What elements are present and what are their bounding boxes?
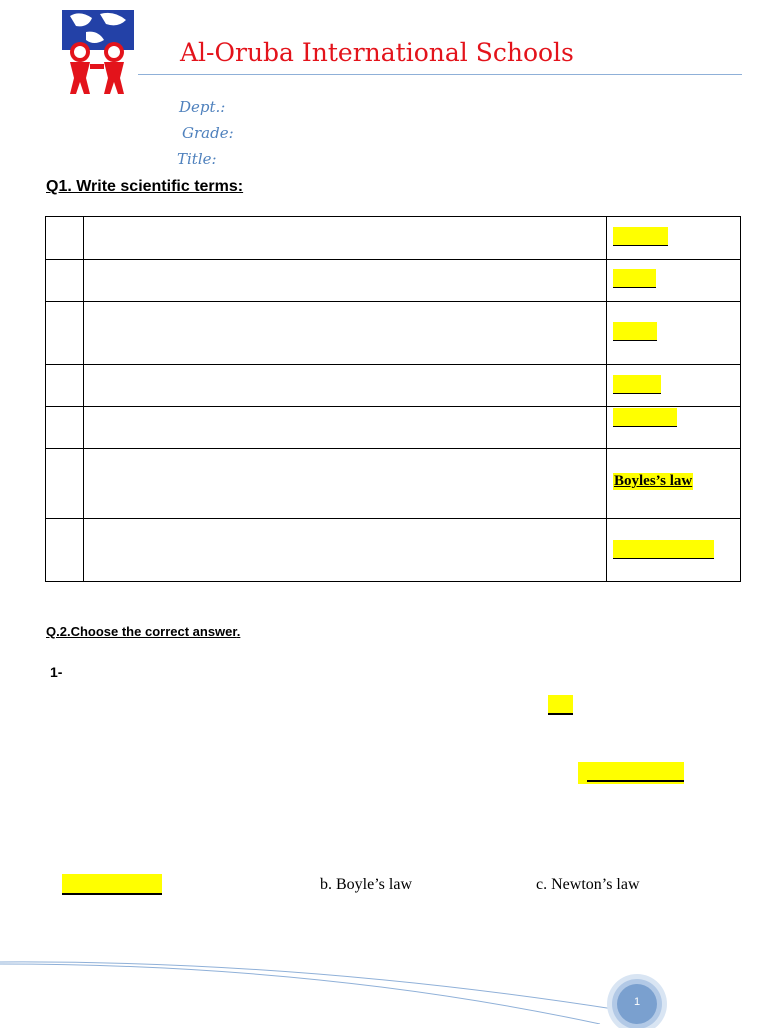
table-row <box>46 449 741 519</box>
answer-highlight <box>613 408 677 427</box>
table-row <box>46 260 741 302</box>
q2-title-text: Q.2.Choose the correct answer <box>46 624 237 639</box>
q2-title <box>46 624 240 639</box>
title-label: Title: <box>177 150 217 168</box>
number-cell <box>46 449 84 519</box>
question-item-number: 1- <box>50 664 63 680</box>
header-divider <box>138 74 742 75</box>
scientific-terms-table <box>45 216 741 582</box>
number-cell <box>46 519 84 582</box>
answer-highlight <box>548 695 573 715</box>
answer-cell <box>607 407 741 449</box>
answer-cell <box>607 365 741 407</box>
table-row <box>46 302 741 365</box>
definition-cell <box>84 217 607 260</box>
answer-cell <box>607 217 741 260</box>
grade-label: Grade: <box>182 124 234 142</box>
q1-title: Q1. Write scientific terms: <box>46 178 244 195</box>
answer-underline <box>548 713 573 715</box>
definition-cell <box>84 260 607 302</box>
answer-cell <box>607 519 741 582</box>
definition-cell <box>84 302 607 365</box>
dept-label: Dept.: <box>179 98 226 116</box>
boyles-law-answer: Boyles’s law <box>614 473 693 489</box>
number-cell <box>46 217 84 260</box>
definition-cell <box>84 449 607 519</box>
number-cell <box>46 365 84 407</box>
answer-highlight <box>613 269 656 288</box>
definition-cell <box>84 365 607 407</box>
answer-highlight <box>613 375 661 394</box>
definition-cell <box>84 407 607 449</box>
choice-a-underline <box>62 893 162 895</box>
answer-highlight <box>613 322 657 341</box>
answer-cell <box>607 449 741 519</box>
choice-b: b. Boyle’s law <box>320 876 412 893</box>
answer-highlight <box>613 227 668 246</box>
page-number: 1 <box>633 996 641 1008</box>
answer-cell <box>607 260 741 302</box>
definition-cell <box>84 519 607 582</box>
table-row <box>46 407 741 449</box>
answer-highlight <box>613 540 714 559</box>
number-cell <box>46 407 84 449</box>
choice-a-highlight <box>62 874 162 894</box>
school-name: Al-Oruba International Schools <box>180 38 574 67</box>
choice-c: c. Newton’s law <box>536 876 640 893</box>
number-cell <box>46 302 84 365</box>
number-cell <box>46 260 84 302</box>
answer-underline <box>587 780 684 782</box>
answer-cell <box>607 302 741 365</box>
table-row <box>46 519 741 582</box>
q2-title-period: . <box>236 624 241 639</box>
table-row <box>46 365 741 407</box>
school-logo-icon <box>56 6 140 98</box>
table-row <box>46 217 741 260</box>
